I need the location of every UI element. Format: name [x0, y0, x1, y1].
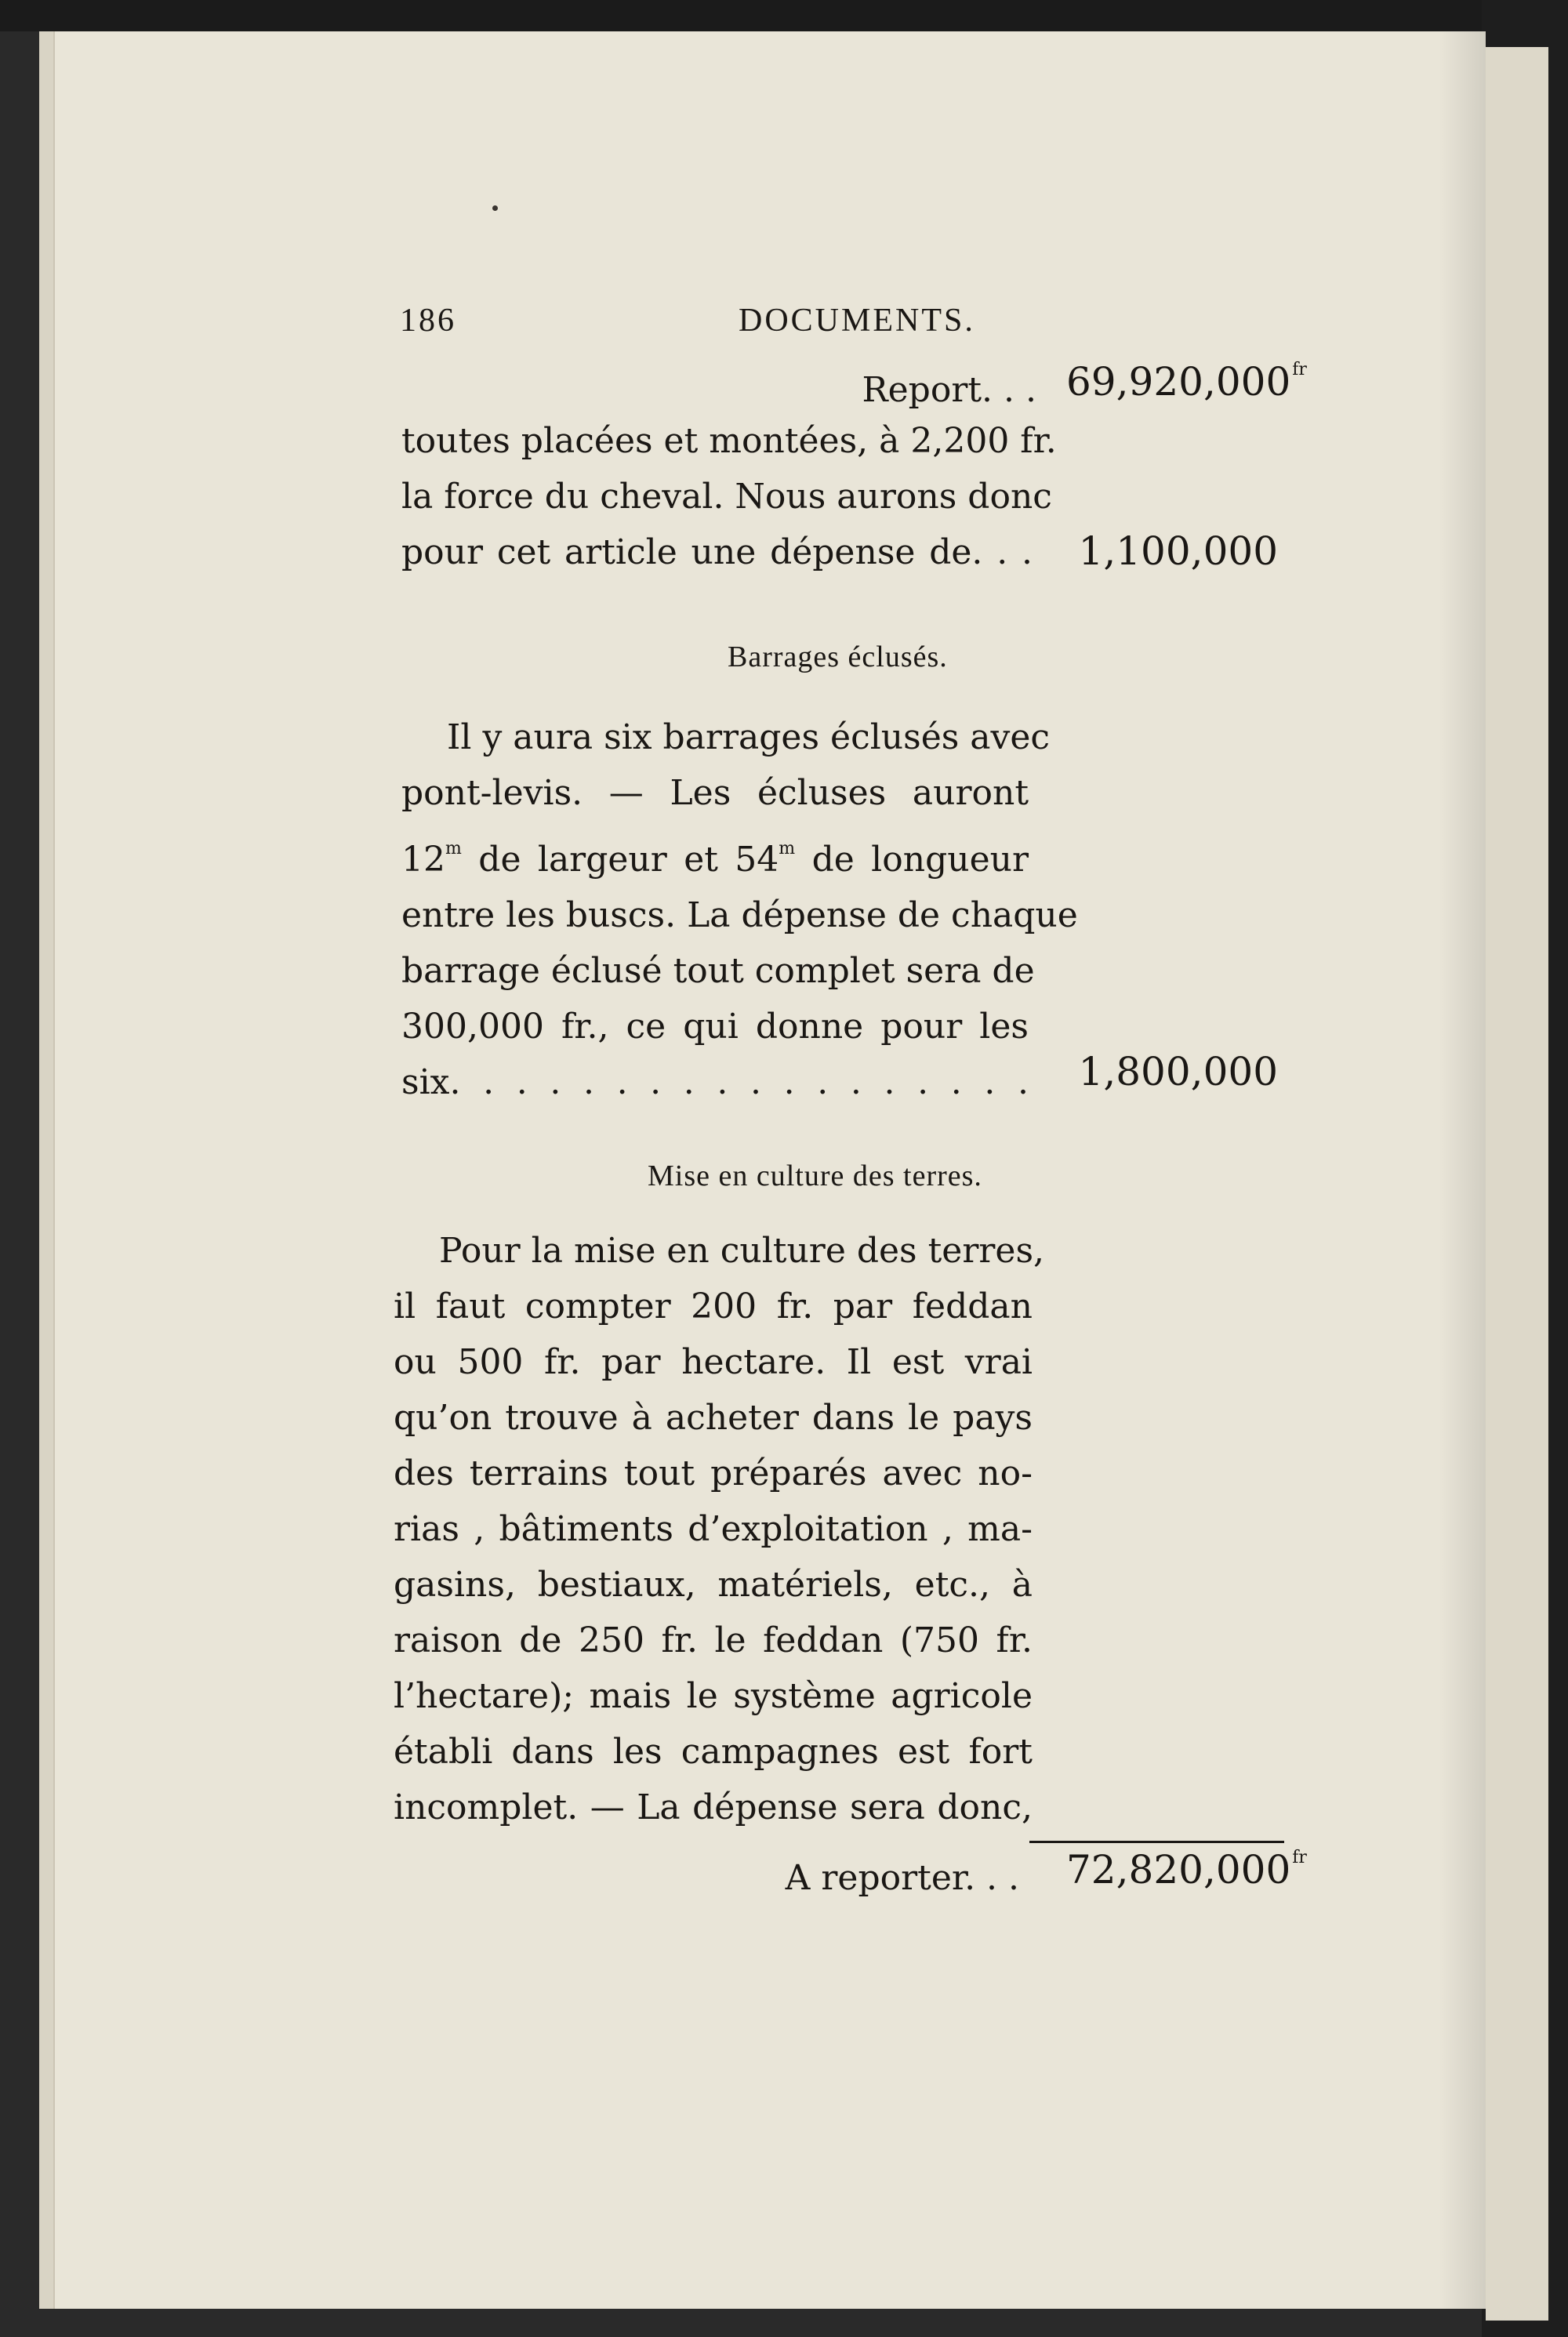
culture-line: qu’on trouve à acheter dans le pays: [394, 1398, 1033, 1438]
barrages-line: entre les buscs. La dépense de chaque: [401, 895, 1078, 935]
reporter-amount-unit: fr: [1292, 1848, 1307, 1867]
intro-paragraph: [401, 413, 1057, 580]
culture-line: incomplet. — La dépense sera donc,: [394, 1787, 1033, 1827]
section-heading-barrages: Barrages éclusés.: [728, 640, 948, 673]
page-left-edge: [39, 31, 55, 2309]
barrages-line: 300,000 fr., ce qui donne pour les: [401, 1007, 1029, 1047]
report-amount-unit: fr: [1292, 360, 1307, 379]
culture-line: gasins, bestiaux, matériels, etc., à: [394, 1565, 1033, 1605]
gutter-shadow: [1439, 31, 1486, 2309]
intro-line: pour cet article une dépense de. . .: [401, 532, 1033, 572]
sum-rule: [1029, 1841, 1284, 1843]
reporter-amount-value: 72,820,000: [1066, 1847, 1291, 1892]
report-amount: [1066, 359, 1307, 405]
adjacent-page-edge: [1486, 47, 1548, 2321]
scan-backdrop-top: [0, 0, 1568, 31]
reporter-amount: [1066, 1847, 1307, 1892]
barrages-line-dimensions: 12$^m$ de largeur et 54$^m$ de longueur: [401, 839, 1029, 880]
intro-line: toutes placées et montées, à 2,200 fr.: [401, 421, 1057, 461]
culture-line: l’hectare); mais le système agricole: [394, 1676, 1033, 1716]
culture-line: établi dans les campagnes est fort: [394, 1732, 1033, 1772]
barrages-line: barrage éclusé tout complet sera de: [401, 951, 1035, 991]
intro-line: la force du cheval. Nous aurons donc: [401, 477, 1052, 517]
barrages-line: six. . . . . . . . . . . . . . . . . .: [401, 1062, 1029, 1102]
culture-line: Pour la mise en culture des terres,: [439, 1231, 1045, 1271]
culture-paragraph: [394, 1223, 1045, 1835]
culture-line: il faut compter 200 fr. par feddan: [394, 1286, 1033, 1326]
culture-line: des terrains tout préparés avec no-: [394, 1453, 1033, 1493]
intro-amount: 1,100,000: [1078, 528, 1278, 574]
reporter-label: A reporter. . .: [785, 1858, 1019, 1898]
culture-line: raison de 250 fr. le feddan (750 fr.: [394, 1620, 1033, 1660]
report-label: Report. . .: [862, 370, 1036, 410]
barrages-line: pont-levis. — Les écluses auront: [401, 773, 1029, 813]
culture-line: ou 500 fr. par hectare. Il est vrai: [394, 1342, 1033, 1382]
culture-line: rias , bâtiments d’exploitation , ma-: [394, 1509, 1033, 1549]
report-amount-value: 69,920,000: [1066, 359, 1291, 405]
page-number: 186: [400, 303, 456, 339]
barrages-line: Il y aura six barrages éclusés avec: [447, 717, 1051, 757]
barrages-paragraph: [401, 709, 1078, 1110]
running-title: DOCUMENTS.: [739, 303, 975, 339]
section-heading-culture: Mise en culture des terres.: [648, 1159, 982, 1192]
ink-speck: [492, 205, 498, 211]
running-head: [400, 302, 1027, 349]
barrages-amount: 1,800,000: [1078, 1049, 1278, 1094]
